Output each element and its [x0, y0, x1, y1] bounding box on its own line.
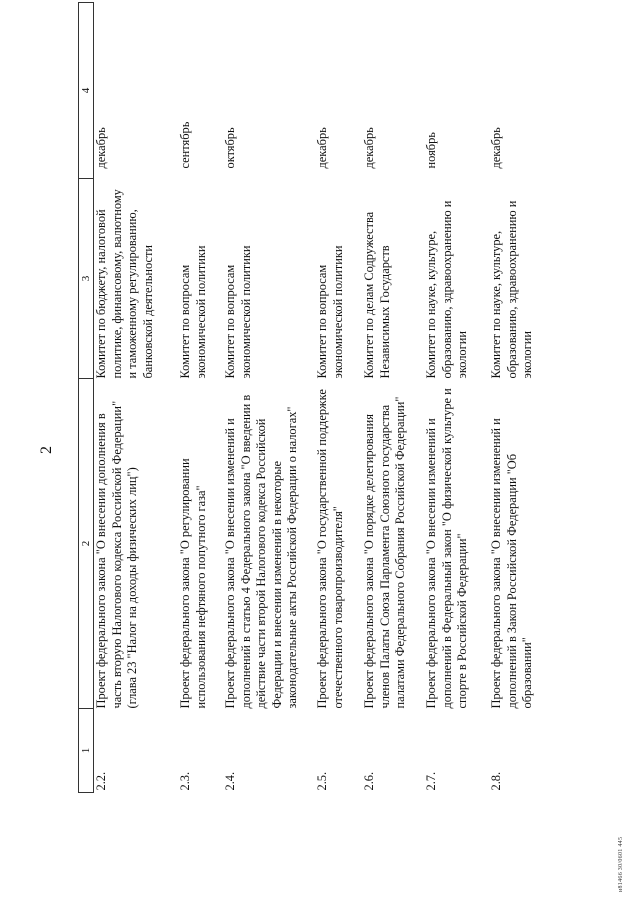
deadline-month: декабрь	[362, 127, 376, 169]
legislation-plan-table	[78, 2, 549, 793]
row-number: 2.2.	[94, 771, 108, 791]
table-row	[362, 3, 424, 793]
page-number: 2	[38, 446, 55, 454]
column-header-2: 2	[79, 379, 94, 709]
column-header-1: 1	[79, 709, 94, 793]
deadline-month: декабрь	[94, 127, 108, 169]
bill-title: Проект федерального закона "О государственной поддержке отечественного товаропроизводителя"	[315, 389, 345, 709]
column-header-3: 3	[79, 179, 94, 379]
table-row	[424, 3, 489, 793]
document-footer-code: и81466 30/0601 445	[618, 836, 624, 892]
bill-title: Проект федерального закона "О внесении изменений и дополнений в статью 4 Федерального закона "О введении в действие части второй Налогового кодекса Российской Федерации и внесении изменений в некоторые законодательные акты Российской Федерации о налогах"	[223, 394, 299, 709]
deadline-month: декабрь	[315, 127, 329, 169]
responsible-committee: Комитет по вопросам экономической политики	[178, 245, 208, 379]
bill-title: Проект федерального закона "О порядке делегирования членов Палаты Союза Парламента Союзного государства палатами Федерального Собрания Российской Федерации"	[362, 396, 407, 709]
bill-title: Проект федерального закона "О внесении дополнения в часть вторую Налогового кодекса Российской Федерации" (глава 23 "Налог на доходы физических лиц")	[94, 400, 139, 709]
deadline-month: ноябрь	[424, 132, 438, 169]
row-number: 2.4.	[223, 771, 237, 791]
bill-title: Проект федерального закона "О внесении изменений и дополнений в Закон Российской Федерации "Об образовании"	[489, 418, 534, 709]
bill-title: Проект федерального закона "О регулировании использования нефтяного попутного газа"	[178, 458, 208, 709]
responsible-committee: Комитет по науке, культуре, образованию, здравоохранению и экологии	[489, 200, 534, 379]
row-number: 2.6.	[362, 771, 376, 791]
row-number: 2.8.	[489, 771, 503, 791]
table-header-row	[79, 3, 94, 793]
column-header-4: 4	[79, 3, 94, 179]
row-number: 2.3.	[178, 771, 192, 791]
bill-title: Проект федерального закона "О внесении изменений и дополнений в Федеральный закон "О физической культуре и спорте в Российской Федерации"	[424, 388, 469, 709]
row-number: 2.7.	[424, 771, 438, 791]
responsible-committee: Комитет по делам Содружества Независимых Государств	[362, 211, 392, 379]
responsible-committee: Комитет по бюджету, налоговой политике, финансовому, валютному и таможенному регулированию, банковской деятельности	[94, 189, 155, 379]
table-row	[223, 3, 315, 793]
deadline-month: октябрь	[223, 127, 237, 169]
deadline-month: сентябрь	[178, 121, 192, 169]
table-row	[489, 3, 549, 793]
deadline-month: декабрь	[489, 127, 503, 169]
responsible-committee: Комитет по вопросам экономической политики	[315, 245, 345, 379]
responsible-committee: Комитет по науке, культуре, образованию, здравоохранению и экологии	[424, 200, 469, 379]
responsible-committee: Комитет по вопросам экономической политики	[223, 245, 253, 379]
table-row	[315, 3, 362, 793]
row-number: 2.5.	[315, 771, 329, 791]
table-row	[178, 3, 223, 793]
table-row	[94, 3, 179, 793]
